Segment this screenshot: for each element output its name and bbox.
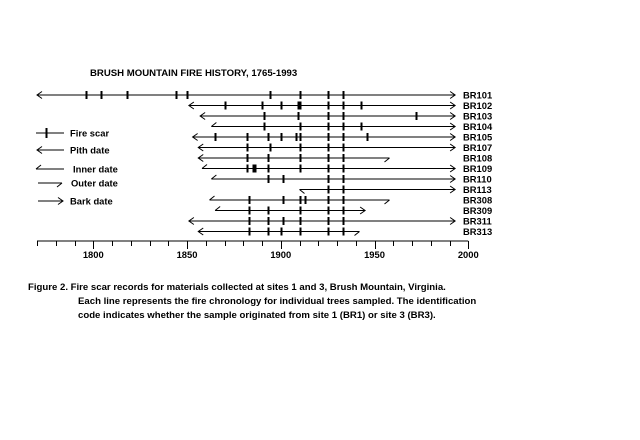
series-br109 bbox=[202, 163, 492, 174]
series-label: BR113 bbox=[463, 184, 492, 195]
x-tick-label: 1800 bbox=[82, 249, 104, 260]
caption-line-3: code indicates whether the sample originated from site 1 (BR1) or site 3 (BR3). bbox=[78, 310, 436, 321]
series-br113 bbox=[300, 184, 492, 195]
chart-title: BRUSH MOUNTAIN FIRE HISTORY, 1765-1993 bbox=[90, 68, 298, 79]
series-label: BR101 bbox=[463, 89, 493, 101]
caption-line-1: Figure 2. Fire scar records for materials collected at sites 1 and 3, Brush Mountain, Virginia. bbox=[28, 282, 446, 293]
series-label: BR108 bbox=[463, 152, 493, 164]
outer-date-marker bbox=[385, 158, 390, 162]
series-label: BR107 bbox=[463, 142, 493, 153]
series-br108 bbox=[198, 153, 492, 164]
legend bbox=[36, 128, 118, 207]
legend-label: Fire scar bbox=[70, 127, 110, 139]
x-tick-label: 1950 bbox=[364, 249, 385, 260]
series-label: BR109 bbox=[463, 163, 493, 174]
series-label: BR313 bbox=[463, 226, 493, 237]
legend-label: Outer date bbox=[71, 177, 118, 189]
series-br104 bbox=[211, 121, 493, 132]
series-br308 bbox=[210, 195, 493, 206]
series-br103 bbox=[200, 111, 492, 122]
legend-item-inner-date bbox=[36, 164, 118, 175]
series-label: BR103 bbox=[463, 110, 493, 122]
series-label: BR308 bbox=[463, 194, 493, 206]
inner-date-marker bbox=[211, 123, 216, 127]
caption-line-2: Each line represents the fire chronology for individual trees sampled. The identification bbox=[78, 296, 477, 307]
legend-item-outer-date bbox=[38, 178, 118, 189]
series-label: BR104 bbox=[463, 121, 493, 132]
legend-item-pith-date bbox=[37, 145, 110, 156]
series-br107 bbox=[198, 142, 492, 153]
series-label: BR105 bbox=[463, 131, 493, 143]
figure-caption bbox=[28, 281, 628, 323]
inner-date-marker bbox=[202, 165, 207, 169]
legend-item-bark-date bbox=[38, 196, 113, 207]
outer-date-marker bbox=[355, 232, 360, 236]
inner-date-marker bbox=[211, 175, 216, 179]
x-tick-label: 1900 bbox=[270, 249, 292, 260]
series-br102 bbox=[189, 100, 492, 111]
outer-date-marker bbox=[385, 200, 390, 204]
legend-label: Pith date bbox=[70, 144, 110, 156]
legend-label: Bark date bbox=[70, 195, 113, 207]
series-label: BR102 bbox=[463, 100, 493, 111]
outer-date-icon bbox=[57, 183, 62, 187]
x-axis bbox=[37, 241, 479, 260]
inner-date-marker bbox=[215, 207, 220, 211]
series-br110 bbox=[211, 174, 491, 185]
series-label: BR309 bbox=[463, 205, 493, 216]
series-br105 bbox=[193, 132, 493, 143]
series-br309 bbox=[215, 205, 492, 216]
x-tick-label: 1850 bbox=[176, 249, 198, 260]
series-label: BR311 bbox=[463, 215, 492, 227]
series-br311 bbox=[189, 216, 492, 227]
outer-date-marker bbox=[300, 190, 305, 194]
inner-date-icon bbox=[36, 165, 41, 169]
series-br313 bbox=[198, 226, 492, 237]
legend-label: Inner date bbox=[73, 163, 118, 175]
series-label: BR110 bbox=[463, 173, 492, 185]
x-tick-label: 2000 bbox=[457, 249, 479, 260]
inner-date-marker bbox=[210, 196, 215, 200]
legend-item-fire-scar bbox=[36, 128, 109, 139]
series-br101 bbox=[37, 90, 492, 101]
